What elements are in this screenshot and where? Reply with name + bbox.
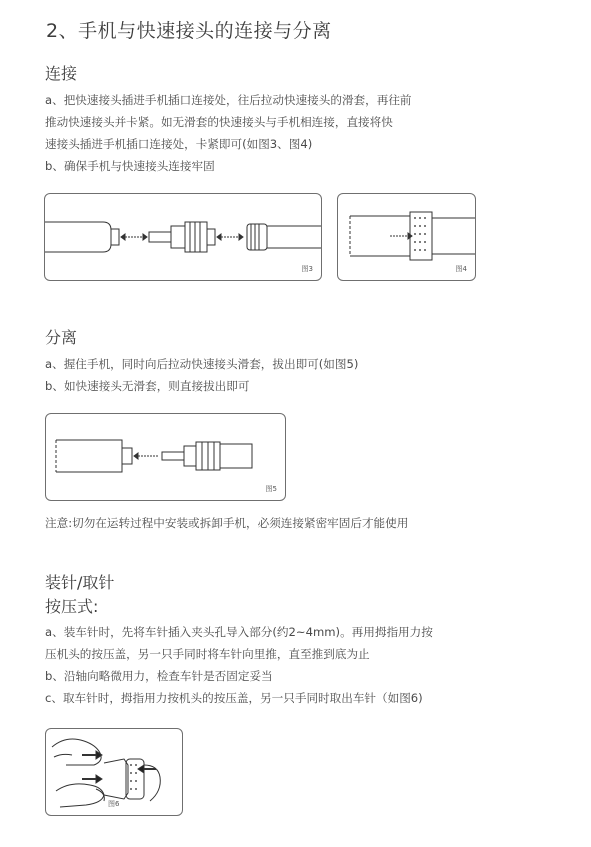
figure-4-illustration [338, 194, 475, 280]
connect-line-2: 推动快速接头并卡紧。如无滑套的快速接头与手机相连接，直接将快 [45, 115, 393, 129]
figure-3-illustration [45, 194, 321, 280]
connect-line-3: 速接头插进手机插口连接处，卡紧即可(如图3、图4) [45, 137, 313, 151]
figure-4 [337, 193, 476, 281]
connect-line-4: b、确保手机与快速接头连接牢固 [45, 159, 215, 173]
needle-heading: 装针/取针 [45, 573, 115, 592]
connect-heading: 连接 [45, 64, 78, 83]
separate-heading: 分离 [45, 328, 78, 347]
figure-6-label: 图6 [108, 800, 120, 808]
figure-5 [45, 413, 286, 501]
figure-3-label: 图3 [301, 265, 313, 273]
figure-5-illustration [46, 414, 285, 500]
needle-subheading: 按压式: [45, 597, 99, 616]
separate-line-1: a、握住手机，同时向后拉动快速接头滑套，拔出即可(如图5) [45, 357, 359, 371]
needle-line-3: b、沿轴向略微用力，检查车针是否固定妥当 [45, 669, 273, 683]
figure-5-label: 图5 [265, 485, 277, 493]
figure-6 [45, 728, 183, 816]
connect-line-1: a、把快速接头插进手机插口连接处，往后拉动快速接头的滑套，再往前 [45, 93, 412, 107]
figure-3 [44, 193, 322, 281]
figure-4-label: 图4 [455, 265, 467, 273]
needle-line-4: c、取车针时，拇指用力按机头的按压盖，另一只手同时取出车针（如图6) [45, 691, 423, 705]
note: 注意:切勿在运转过程中安装或拆卸手机，必须连接紧密牢固后才能使用 [45, 516, 409, 530]
page-title: 2、手机与快速接头的连接与分离 [46, 20, 332, 42]
separate-line-2: b、如快速接头无滑套，则直接拔出即可 [45, 379, 250, 393]
needle-line-2: 压机头的按压盖，另一只手同时将车针向里推，直至推到底为止 [45, 647, 370, 661]
needle-line-1: a、装车针时，先将车针插入夹头孔导入部分(约2~4mm)。再用拇指用力按 [45, 625, 433, 639]
